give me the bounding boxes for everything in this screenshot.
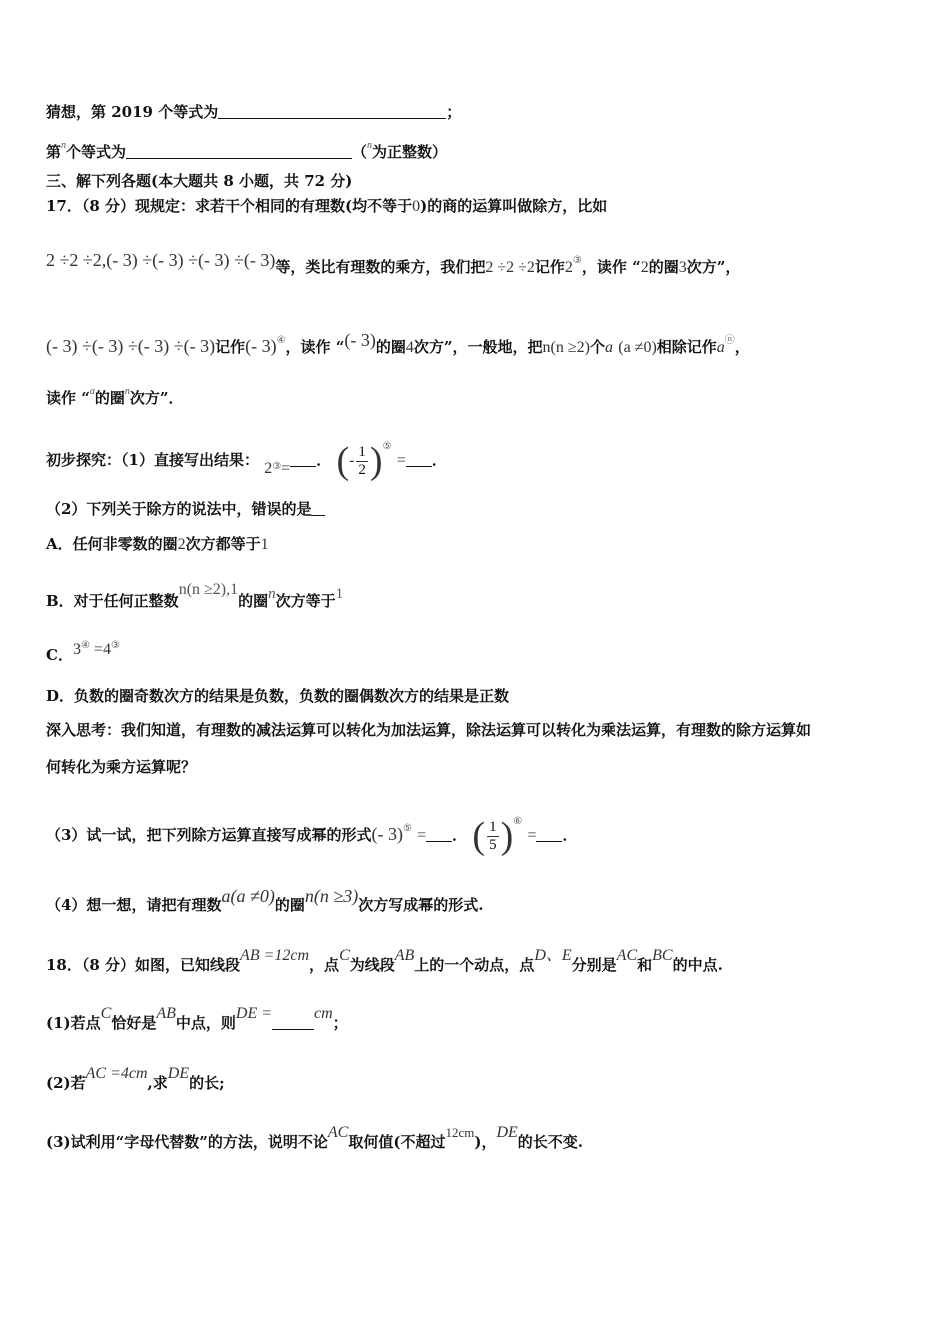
text: 分别是 <box>571 956 617 974</box>
text: 中点，则 <box>175 1014 236 1032</box>
text: ． <box>431 451 447 469</box>
math: (- 3) ÷(- 3) ÷(- 3) ÷(- 3) <box>46 336 216 356</box>
math: a <box>716 339 725 356</box>
math: (- 3) <box>371 824 403 844</box>
text: ，读作 “ <box>581 258 641 276</box>
circled-exponent: ⓝ <box>724 335 735 346</box>
math: 2 <box>177 536 186 553</box>
fraction <box>356 444 368 479</box>
math: DE <box>167 1065 190 1082</box>
text: )， <box>474 1133 497 1151</box>
math: n(n ≥2) <box>542 339 590 356</box>
denominator: 5 <box>489 836 497 853</box>
left-paren: ( <box>472 815 486 857</box>
text: 的圈 <box>274 896 305 914</box>
answer-blank[interactable] <box>218 104 446 119</box>
math: 1 <box>335 586 344 602</box>
text: 的长不变. <box>517 1133 584 1151</box>
q18-part3 <box>46 1123 583 1152</box>
q18-part2 <box>46 1064 225 1093</box>
q17-part1 <box>46 424 447 492</box>
q17-part4 <box>46 886 483 915</box>
right-paren: ) <box>500 815 514 857</box>
text: A．任何非零数的圈 <box>46 535 178 553</box>
math: 2 ÷2 ÷2,(- 3) ÷(- 3) ÷(- 3) ÷(- 3) <box>46 250 276 270</box>
circled-exponent: ⑤ <box>382 441 392 452</box>
math: 2 <box>264 460 273 477</box>
circled-exponent: ⑤ <box>402 823 412 834</box>
text: 上的一个动点，点 <box>414 956 535 974</box>
text: 次方写成幂的形式. <box>358 896 484 914</box>
math: DE <box>496 1124 518 1141</box>
math: AC =4cm <box>85 1065 148 1082</box>
option-d[interactable]: D．负数的圈奇数次方的结果是负数，负数的圈偶数次方的结果是正数 <box>46 687 510 705</box>
math: DE = <box>235 1005 273 1022</box>
circled-exponent: ⑥ <box>513 816 523 827</box>
math: AB =12cm <box>240 947 310 964</box>
answer-blank[interactable] <box>272 1015 314 1030</box>
math: 4 <box>405 339 414 356</box>
circled-exponent: ③ <box>110 640 120 651</box>
math: n <box>268 586 276 602</box>
math: AB <box>394 947 415 964</box>
text: ； <box>446 103 462 121</box>
q17-deep-thinking: 深入思考：我们知道，有理数的减法运算可以转化为加法运算，除法运算可以转化为乘法运算，有理数的除方运算如 <box>46 721 812 739</box>
q17-part2 <box>46 499 325 519</box>
text: 猜想，第 2019 个等式为 <box>46 103 219 121</box>
text: （4）想一想，请把有理数 <box>46 896 222 914</box>
text: ． <box>316 451 332 469</box>
answer-blank[interactable] <box>290 452 316 467</box>
text: (3)试利用“字母代替数”的方法，说明不论 <box>46 1133 328 1151</box>
math: (a ≠0) <box>618 339 657 356</box>
text: ； <box>332 1014 348 1032</box>
text: 次方”，一般地，把 <box>413 338 543 356</box>
answer-blank[interactable] <box>536 827 562 842</box>
text: B．对于任何正整数 <box>46 592 179 610</box>
math: 3 <box>678 259 687 276</box>
q17-reading-line <box>46 382 184 408</box>
option-b[interactable] <box>46 580 343 611</box>
math: C <box>100 1005 112 1022</box>
math-n: n <box>61 140 67 151</box>
text: (2)若 <box>46 1074 86 1092</box>
math: = <box>281 460 291 477</box>
text: 个 <box>589 338 605 356</box>
text: 的中点. <box>672 956 723 974</box>
text: 次方等于 <box>275 592 336 610</box>
right-paren: ) <box>369 440 383 482</box>
text: 17．（8 分）现规定：求若干个相同的有理数(均不等于 <box>46 197 413 215</box>
line-nth-equation <box>46 136 447 162</box>
text: 记作 <box>215 338 246 356</box>
circled-exponent: ④ <box>80 640 90 651</box>
text: ， <box>734 338 750 356</box>
text: (1)若点 <box>46 1014 101 1032</box>
text: C． <box>46 646 73 664</box>
math: =4 <box>89 641 111 658</box>
text: 恰好是 <box>111 1014 157 1032</box>
answer-blank[interactable] <box>126 144 352 159</box>
text: 和 <box>637 956 653 974</box>
math: 3 <box>72 641 81 658</box>
text: ． <box>452 826 468 844</box>
text: ,求 <box>147 1074 168 1092</box>
math-n: n <box>367 140 373 151</box>
text: 的圈 <box>648 258 679 276</box>
text: 第 <box>46 143 62 161</box>
text: 初步探究：（1）直接写出结果： <box>46 451 259 469</box>
math: AC <box>327 1124 349 1141</box>
math: 2 ÷2 ÷2 <box>485 259 535 276</box>
q18-part1 <box>46 1004 348 1033</box>
math: cm <box>314 1005 333 1022</box>
text: )的商的运算叫做除方，比如 <box>420 197 608 215</box>
option-c[interactable] <box>46 636 120 665</box>
text: 次方都等于 <box>185 535 261 553</box>
math: D、E <box>534 947 572 964</box>
math: C <box>339 947 350 964</box>
numerator: 1 <box>489 818 497 835</box>
math: BC <box>652 947 673 964</box>
math: AC <box>616 947 638 964</box>
text: ． <box>562 826 578 844</box>
text: 18．（8 分）如图，已知线段 <box>46 956 241 974</box>
section-heading: 三、解下列各题(本大题共 8 小题，共 72 分) <box>46 172 353 190</box>
math: a <box>605 339 613 356</box>
answer-blank[interactable] <box>406 452 432 467</box>
denominator: 2 <box>358 461 366 478</box>
text: 的圈 <box>94 389 125 407</box>
text: 为线段 <box>349 956 395 974</box>
text: 的圈 <box>238 592 269 610</box>
math: AB <box>156 1005 176 1022</box>
math: 0 <box>412 198 421 215</box>
math: n(n ≥2),1 <box>178 581 239 598</box>
text: ，点 <box>309 956 340 974</box>
math: 12cm <box>445 1125 475 1140</box>
math: - <box>349 452 355 469</box>
math: = <box>417 827 427 844</box>
q17-example-line <box>46 250 740 278</box>
text: （2）下列关于除方的说法中，错误的是 <box>46 500 312 518</box>
q17-part3 <box>46 800 577 858</box>
circled-exponent: ④ <box>276 335 286 346</box>
text: 相除记作 <box>656 338 717 356</box>
text: 记作 <box>534 258 565 276</box>
text: 取何值(不超过 <box>348 1133 446 1151</box>
q17-deep-thinking-cont: 何转化为乘方运算呢？ <box>46 758 197 776</box>
math: 2 <box>640 259 649 276</box>
text: 次方”， <box>686 258 741 276</box>
text: 的圈 <box>375 338 406 356</box>
math: 1 <box>260 536 269 553</box>
math: a <box>89 386 95 397</box>
math: n <box>124 386 130 397</box>
option-a[interactable] <box>46 534 269 555</box>
text: （3）试一试，把下列除方运算直接写成幂的形式 <box>46 826 372 844</box>
text: 等，类比有理数的乘方，我们把 <box>275 258 486 276</box>
circled-exponent: ③ <box>572 255 582 266</box>
text: 读作 “ <box>46 389 90 407</box>
q17-intro <box>46 196 607 217</box>
text: （ <box>352 143 368 161</box>
math: 2 <box>564 259 573 276</box>
text: 次方”． <box>129 389 184 407</box>
text: 个等式为 <box>66 143 127 161</box>
q18-intro <box>46 946 723 975</box>
answer-blank[interactable] <box>426 827 452 842</box>
numerator: 1 <box>358 443 366 460</box>
text: ，读作 “ <box>285 338 345 356</box>
text: 的长; <box>189 1074 225 1092</box>
math: (- 3) <box>245 336 277 356</box>
answer-blank[interactable] <box>311 501 325 516</box>
math: n(n ≥3) <box>304 886 359 906</box>
circled-exponent: ③ <box>272 461 282 472</box>
math: = <box>527 827 537 844</box>
math: (- 3) <box>344 330 376 350</box>
fraction <box>487 819 499 854</box>
text: 为正整数） <box>372 143 448 161</box>
q17-definition-line <box>46 330 750 358</box>
math: a(a ≠0) <box>221 886 275 906</box>
left-paren: ( <box>336 440 350 482</box>
line-conjecture-2019 <box>46 102 461 122</box>
math: = <box>396 452 406 469</box>
